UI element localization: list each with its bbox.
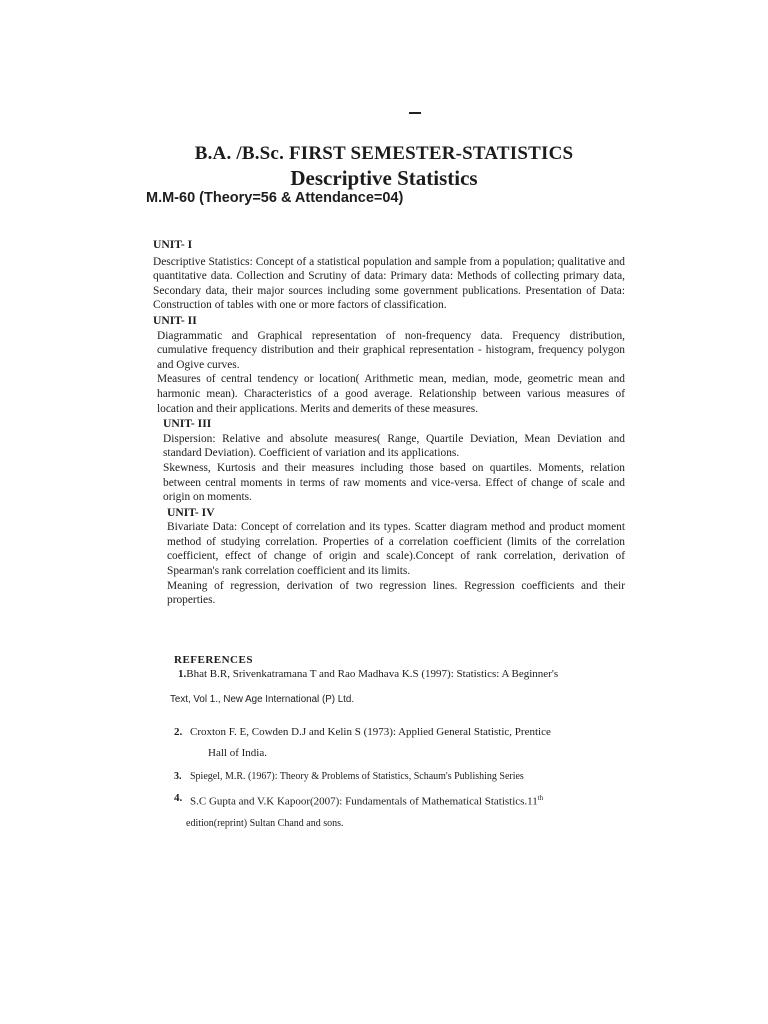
reference-continuation: edition(reprint) Sultan Chand and sons. bbox=[186, 817, 344, 829]
syllabus-body bbox=[153, 238, 625, 608]
unit-3-heading: UNIT- III bbox=[163, 417, 212, 431]
unit-2-heading: UNIT- II bbox=[153, 313, 197, 327]
reference-number: 3. bbox=[174, 771, 182, 782]
reference-text: Spiegel, M.R. (1967): Theory & Problems of Statistics, Schaum's Publishing Series bbox=[190, 771, 524, 782]
references-section bbox=[170, 654, 624, 831]
unit-4-heading: UNIT- IV bbox=[167, 505, 215, 519]
unit-2-paragraph-1: Diagrammatic and Graphical representation of non-frequency data. Frequency distribution, cumulative frequency distribution and their graphical representation - histogram, frequency polygon and Ogive curves. bbox=[157, 329, 625, 371]
unit-3-paragraph-1: Dispersion: Relative and absolute measures( Range, Quartile Deviation, Mean Deviation and standard Deviation). Coefficient of variation and its applications. bbox=[163, 432, 625, 460]
page-subtitle: Descriptive Statistics bbox=[290, 166, 478, 190]
unit-2-paragraph-2: Measures of central tendency or location( Arithmetic mean, median, mode, geometric mean and harmonic mean). Characteristics of a good average. Relationship between various measures of location and their applications. Merits and demerits of these measures. bbox=[157, 373, 625, 415]
page-title: B.A. /B.Sc. FIRST SEMESTER-STATISTICS bbox=[194, 143, 574, 164]
reference-item bbox=[170, 667, 624, 707]
reference-item bbox=[174, 791, 624, 831]
reference-continuation: Text, Vol 1., New Age International (P) Ltd. bbox=[170, 694, 355, 705]
reference-text: Bhat B.R, Srivenkatramana T and Rao Madhava K.S (1997): Statistics: A Beginner's bbox=[186, 668, 559, 680]
header-dash bbox=[409, 112, 421, 114]
reference-number: 4. bbox=[174, 792, 183, 804]
reference-item bbox=[174, 769, 624, 784]
marks-line: M.M-60 (Theory=56 & Attendance=04) bbox=[146, 190, 404, 206]
reference-number: 1. bbox=[178, 668, 187, 680]
unit-1-paragraph-1: Descriptive Statistics: Concept of a statistical population and sample from a population; qualitative and quantitative data. Collection and Scrutiny of data: Primary data: Methods of collecting primary data, Secondary data, their major sources including some government publications. Presentation of Data: Construction of tables with one or more factors of classification. bbox=[153, 255, 625, 312]
unit-3-paragraph-2: Skewness, Kurtosis and their measures including those based on quartiles. Moments, relation between central moments in terms of raw moments and vice-versa. Effect of change of scale and origin on moments. bbox=[163, 461, 625, 504]
unit-1-heading: UNIT- I bbox=[153, 238, 193, 251]
reference-superscript: th bbox=[537, 794, 544, 802]
reference-item bbox=[174, 725, 624, 761]
unit-4-paragraph-2: Meaning of regression, derivation of two regression lines. Regression coefficients and their properties. bbox=[167, 579, 625, 607]
reference-continuation: Hall of India. bbox=[208, 747, 267, 759]
reference-text: Croxton F. E, Cowden D.J and Kelin S (1973): Applied General Statistic, Prentice bbox=[190, 726, 551, 738]
reference-text: S.C Gupta and V.K Kapoor(2007): Fundamentals of Mathematical Statistics.11 bbox=[190, 795, 538, 808]
references-heading: REFERENCES bbox=[174, 654, 253, 666]
reference-number: 2. bbox=[174, 726, 183, 738]
unit-4-paragraph-1: Bivariate Data: Concept of correlation and its types. Scatter diagram method and product moment method of studying correlation. Properties of a correlation coefficient (limits of the correlation coefficient, effect of change of origin and scale).Concept of rank correlation, derivation of Spearman's rank correlation coefficient and its limits. bbox=[167, 521, 625, 578]
